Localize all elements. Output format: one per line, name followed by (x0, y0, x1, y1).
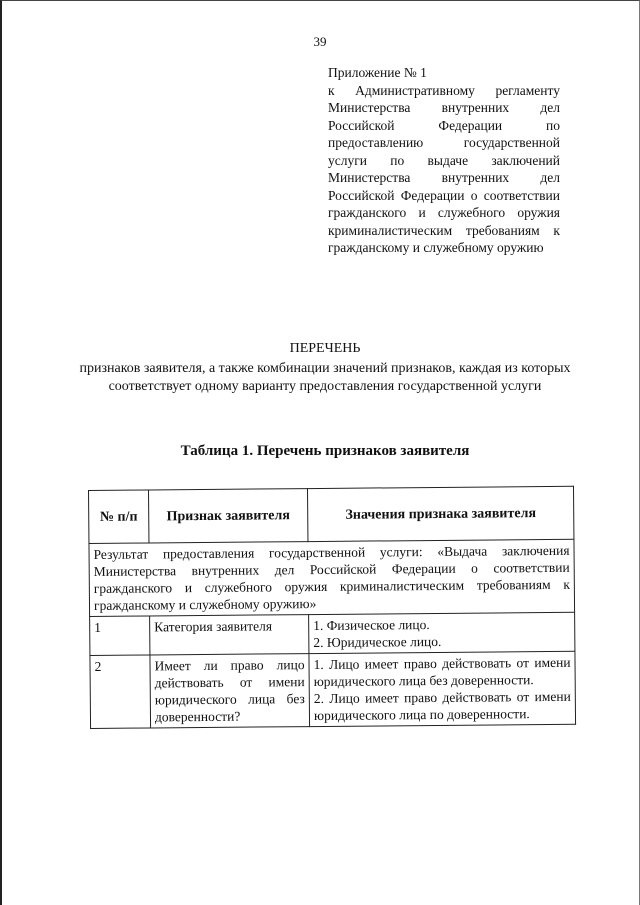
value-line: 2. Юридическое лицо. (313, 633, 442, 651)
value-line: 1. Физическое лицо. (313, 617, 430, 634)
row-sign: Категория заявителя (150, 615, 309, 655)
row-sign: Имеет ли право лицо действовать от имени юридического лица без доверенности? (150, 654, 310, 728)
document-heading (60, 340, 590, 396)
row-values (309, 651, 576, 726)
header-values: Значения признака заявителя (307, 486, 573, 541)
appendix-title: Приложение № 1 (328, 65, 427, 80)
value-line: 2. Лицо имеет право действовать от имени юридического лица по доверенности. (313, 688, 571, 724)
row-values (309, 612, 575, 653)
table-row (90, 612, 575, 655)
table-title: Таблица 1. Перечень признаков заявителя (180, 443, 470, 459)
value-line: 1. Лицо имеет право действовать от имени юридического лица без доверенности. (313, 654, 571, 690)
page-number: 39 (313, 34, 327, 49)
row-number: 1 (90, 616, 150, 656)
table-row (89, 539, 575, 616)
appendix-text: к Административному регламенту Министерства внутренних дел Российской Федерации по предоставлению государственной услуги по выдаче заключений Министерства внутренних дел Российской Федерации о соответствии гражданского и служебного оружия криминалистическим требованиям к гражданскому и служебному оружию (328, 82, 560, 255)
heading-title: ПЕРЕЧЕНЬ (289, 341, 361, 356)
table-header-row (89, 486, 574, 543)
row-number: 2 (90, 655, 151, 729)
header-sign: Признак заявителя (149, 489, 308, 543)
table-row (90, 651, 576, 728)
heading-subtitle: признаков заявителя, а также комбинации значений признаков, каждая из которых соответствует одному варианту предоставления государственной услуги (79, 361, 571, 394)
signs-table (88, 486, 576, 729)
header-number: № п/п (89, 490, 149, 544)
appendix-block (328, 64, 560, 257)
service-result-cell: Результат предоставления государственной услуги: «Выдача заключения Министерства внутренних дел Российской Федерации о соответствии гражданского и служебного оружия криминалистическим требованиям к гражданскому и служебному оружию» (89, 539, 575, 616)
